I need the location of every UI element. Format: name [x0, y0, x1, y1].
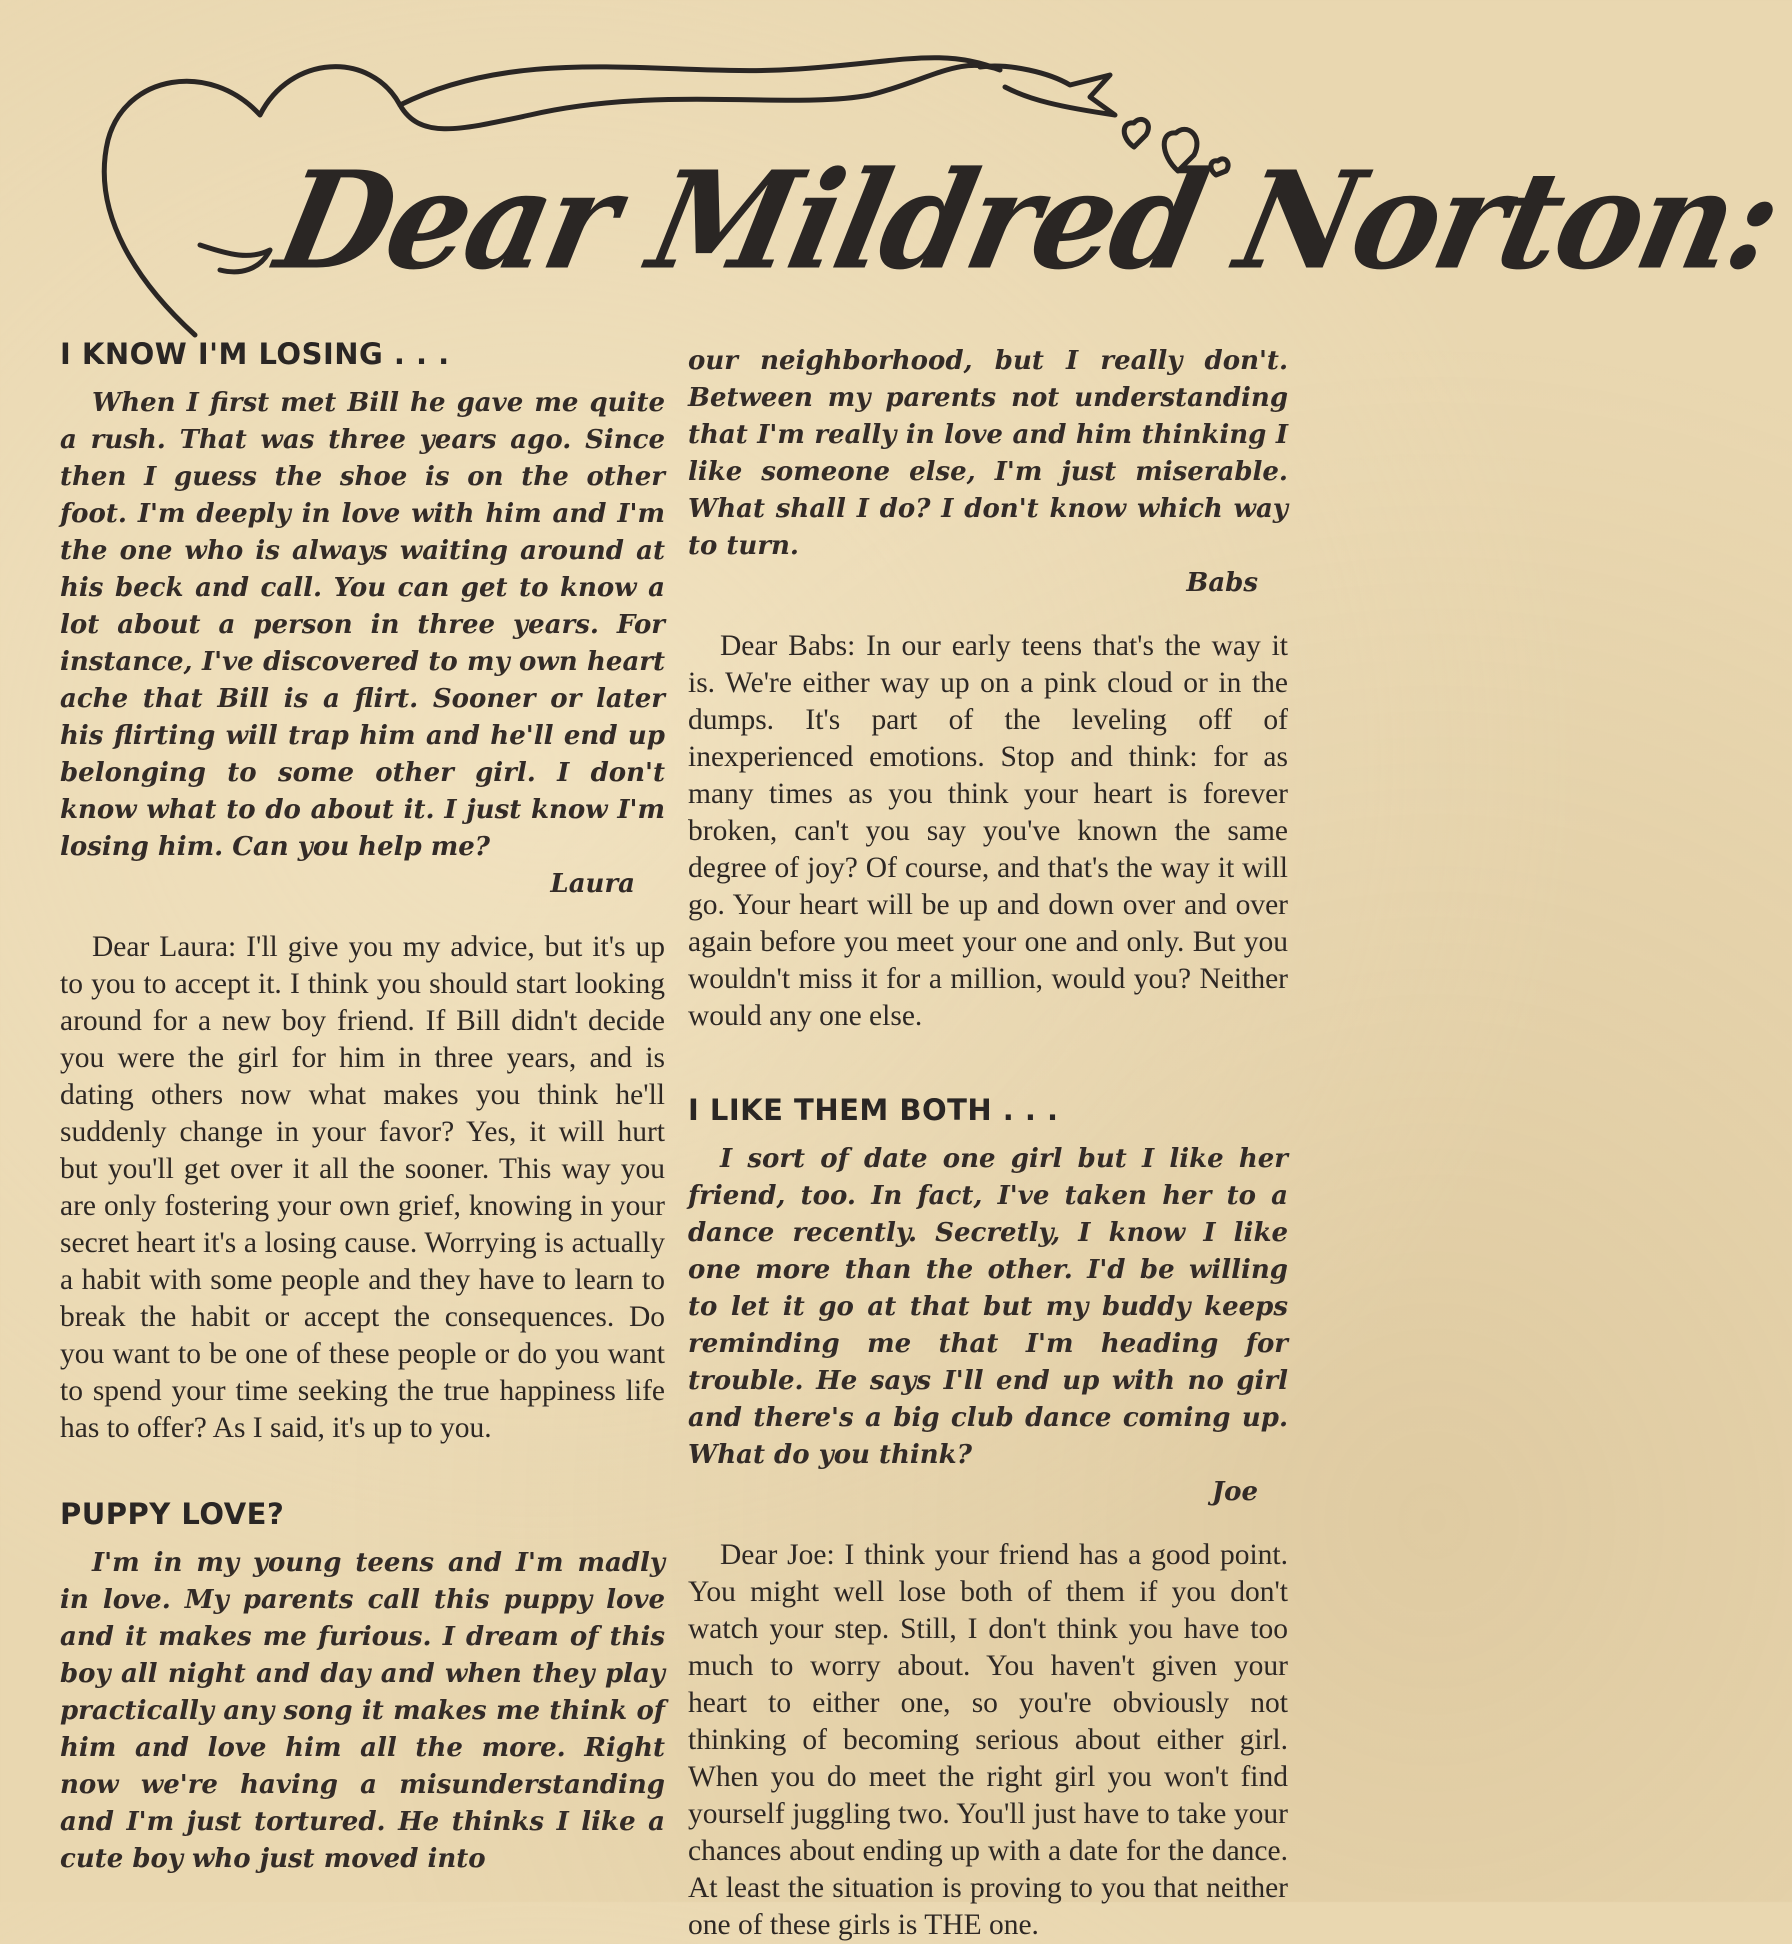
- reply-babs: Dear Babs: In our early teens that's the way it is. We're either way up on a pink cloud or in the dumps. It's part of the leveling off of inexperienced emotions. Stop and think: for as many times as you think your heart is forever broken, can't you say you've known the same degree of joy? Of course, and that's the way it will go. Your heart will be up and down over and over again before you meet your one and only. But you wouldn't miss it for a million, would you? Neither would any one else.: [688, 630, 1288, 1032]
- signer-laura: Laura: [550, 869, 635, 899]
- section-heading-like-both: I LIKE THEM BOTH . . .: [688, 1093, 1059, 1127]
- section-gap: [688, 1035, 1288, 1091]
- letter-laura: When I first met Bill he gave me quite a rush. That was three years ago. Since then I guess the shoe is on the other foot. I'm deeply in love with him and I'm the one who is always waiting around at his beck and call. You can get to know a lot about a person in three years. For instance, I've discovered to my own heart ache that Bill is a flirt. Sooner or later his flirting will trap him and he'll end up belonging to some other girl. I don't know what to do about it. I just know I'm losing him. Can you help me?: [60, 388, 665, 862]
- section-gap: [60, 1447, 665, 1495]
- section-heading-puppy-love: PUPPY LOVE?: [60, 1497, 285, 1531]
- ribbon-banner-icon: [400, 58, 1000, 129]
- signer-babs: Babs: [1186, 568, 1258, 598]
- page-title: Dear Mildred Norton:: [265, 142, 1792, 300]
- left-column: [60, 335, 665, 1878]
- letter-babs-part1: I'm in my young teens and I'm madly in love. My parents call this puppy love and it makes me furious. I dream of this boy all night and day and when they play practically any song it makes me think of him and love him all the more. Right now we're having a misunderstanding and I'm just tortured. He thinks I like a cute boy who just moved into: [60, 1548, 665, 1874]
- title-banner: [100, 45, 1792, 345]
- signer-joe: Joe: [1211, 1477, 1258, 1507]
- reply-laura: Dear Laura: I'll give you my advice, but it's up to you to accept it. I think you should start looking around for a new boy friend. If Bill didn't decide you were the girl for him in three years, and is dating others now what makes you think he'll suddenly change in your favor? Yes, it will hurt but you'll get over it all the sooner. This way you are only fostering your own grief, knowing in your secret heart it's a losing cause. Worrying is actually a habit with some people and they have to learn to break the habit or accept the consequences. Do you want to be one of these people or do you want to spend your time seeking the true happiness life has to offer? As I said, it's up to you.: [60, 931, 665, 1444]
- letter-babs-part2: our neighborhood, but I really don't. Between my parents not understanding that I'm really in love and him thinking I like someone else, I'm just miserable. What shall I do? I don't know which way to turn.: [688, 346, 1288, 561]
- right-column: [688, 343, 1288, 1944]
- reply-joe: Dear Joe: I think your friend has a good point. You might well lose both of them if you don't watch your step. Still, I don't think you have too much to worry about. You haven't given your heart to either one, so you're obviously not thinking of becoming serious about either girl. When you do meet the right girl you won't find yourself juggling two. You'll just have to take your chances about ending up with a date for the dance. At least the situation is proving to you that neither one of these girls is THE one.: [688, 1539, 1288, 1941]
- section-heading-losing: I KNOW I'M LOSING . . .: [60, 337, 450, 371]
- letter-joe: I sort of date one girl but I like her friend, too. In fact, I've taken her to a dance recently. Secretly, I know I like one more than the other. I'd be willing to let it go at that but my buddy keeps reminding me that I'm heading for trouble. He says I'll end up with no girl and there's a big club dance coming up. What do you think?: [688, 1144, 1288, 1470]
